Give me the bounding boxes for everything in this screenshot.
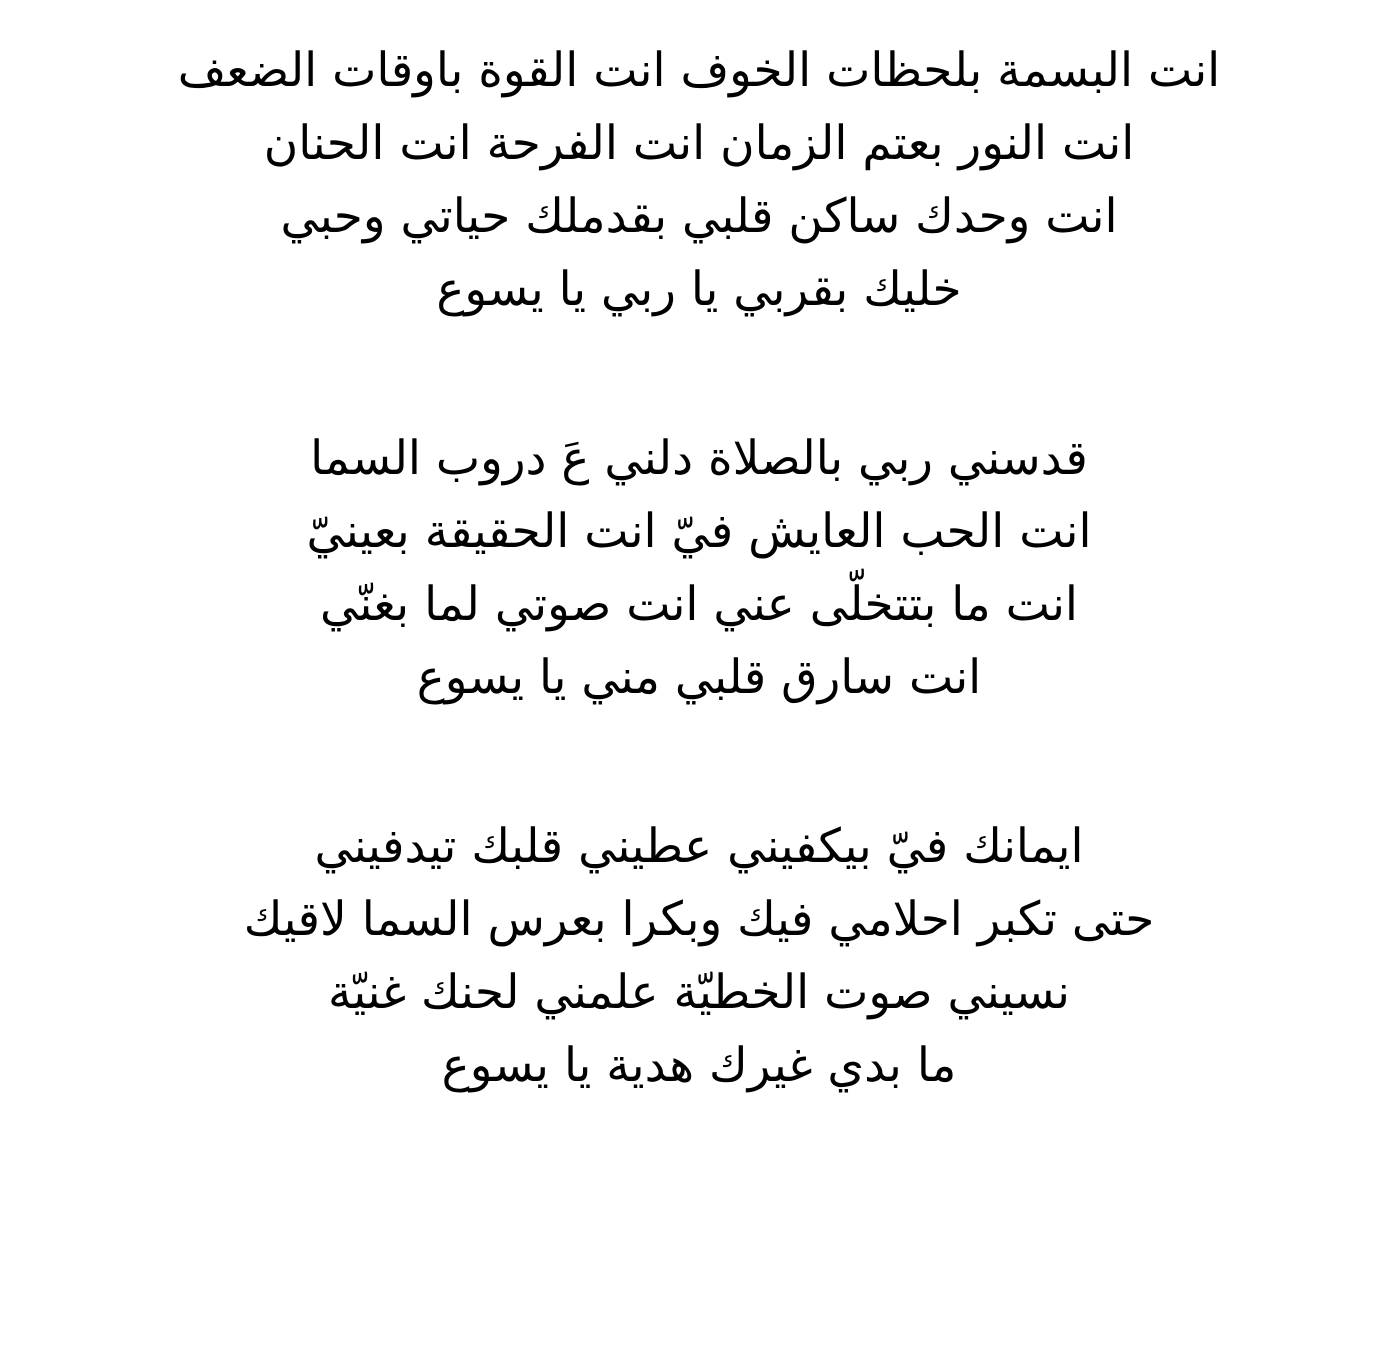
lyric-line: انت النور بعتم الزمان انت الفرحة انت الحنان [263, 116, 1135, 171]
stanza-3 [0, 714, 1398, 1102]
lyric-line: انت وحدك ساكن قلبي بقدملك حياتي وحبي [280, 189, 1118, 244]
lyric-line: خليك بقربي يا ربي يا يسوع [436, 262, 962, 317]
stanza-2 [0, 326, 1398, 714]
stanza-1 [0, 0, 1398, 326]
lyric-line: ايمانك فيّ بيكفيني عطيني قلبك تيدفيني [314, 819, 1084, 874]
lyric-line: انت سارق قلبي مني يا يسوع [416, 650, 982, 705]
lyric-line: انت البسمة بلحظات الخوف انت القوة باوقات الضعف [177, 43, 1221, 98]
lyric-line: انت ما بتتخلّى عني انت صوتي لما بغنّي [320, 577, 1078, 632]
lyric-line: ما بدي غيرك هدية يا يسوع [441, 1038, 957, 1093]
lyric-line: قدسني ربي بالصلاة دلني عَ دروب السما [310, 431, 1088, 486]
lyric-line: انت الحب العايش فيّ انت الحقيقة بعينيّ [306, 504, 1092, 559]
lyric-line: حتى تكبر احلامي فيك وبكرا بعرس السما لاقيك [243, 892, 1155, 947]
lyric-line: نسيني صوت الخطيّة علمني لحنك غنيّة [327, 965, 1071, 1020]
